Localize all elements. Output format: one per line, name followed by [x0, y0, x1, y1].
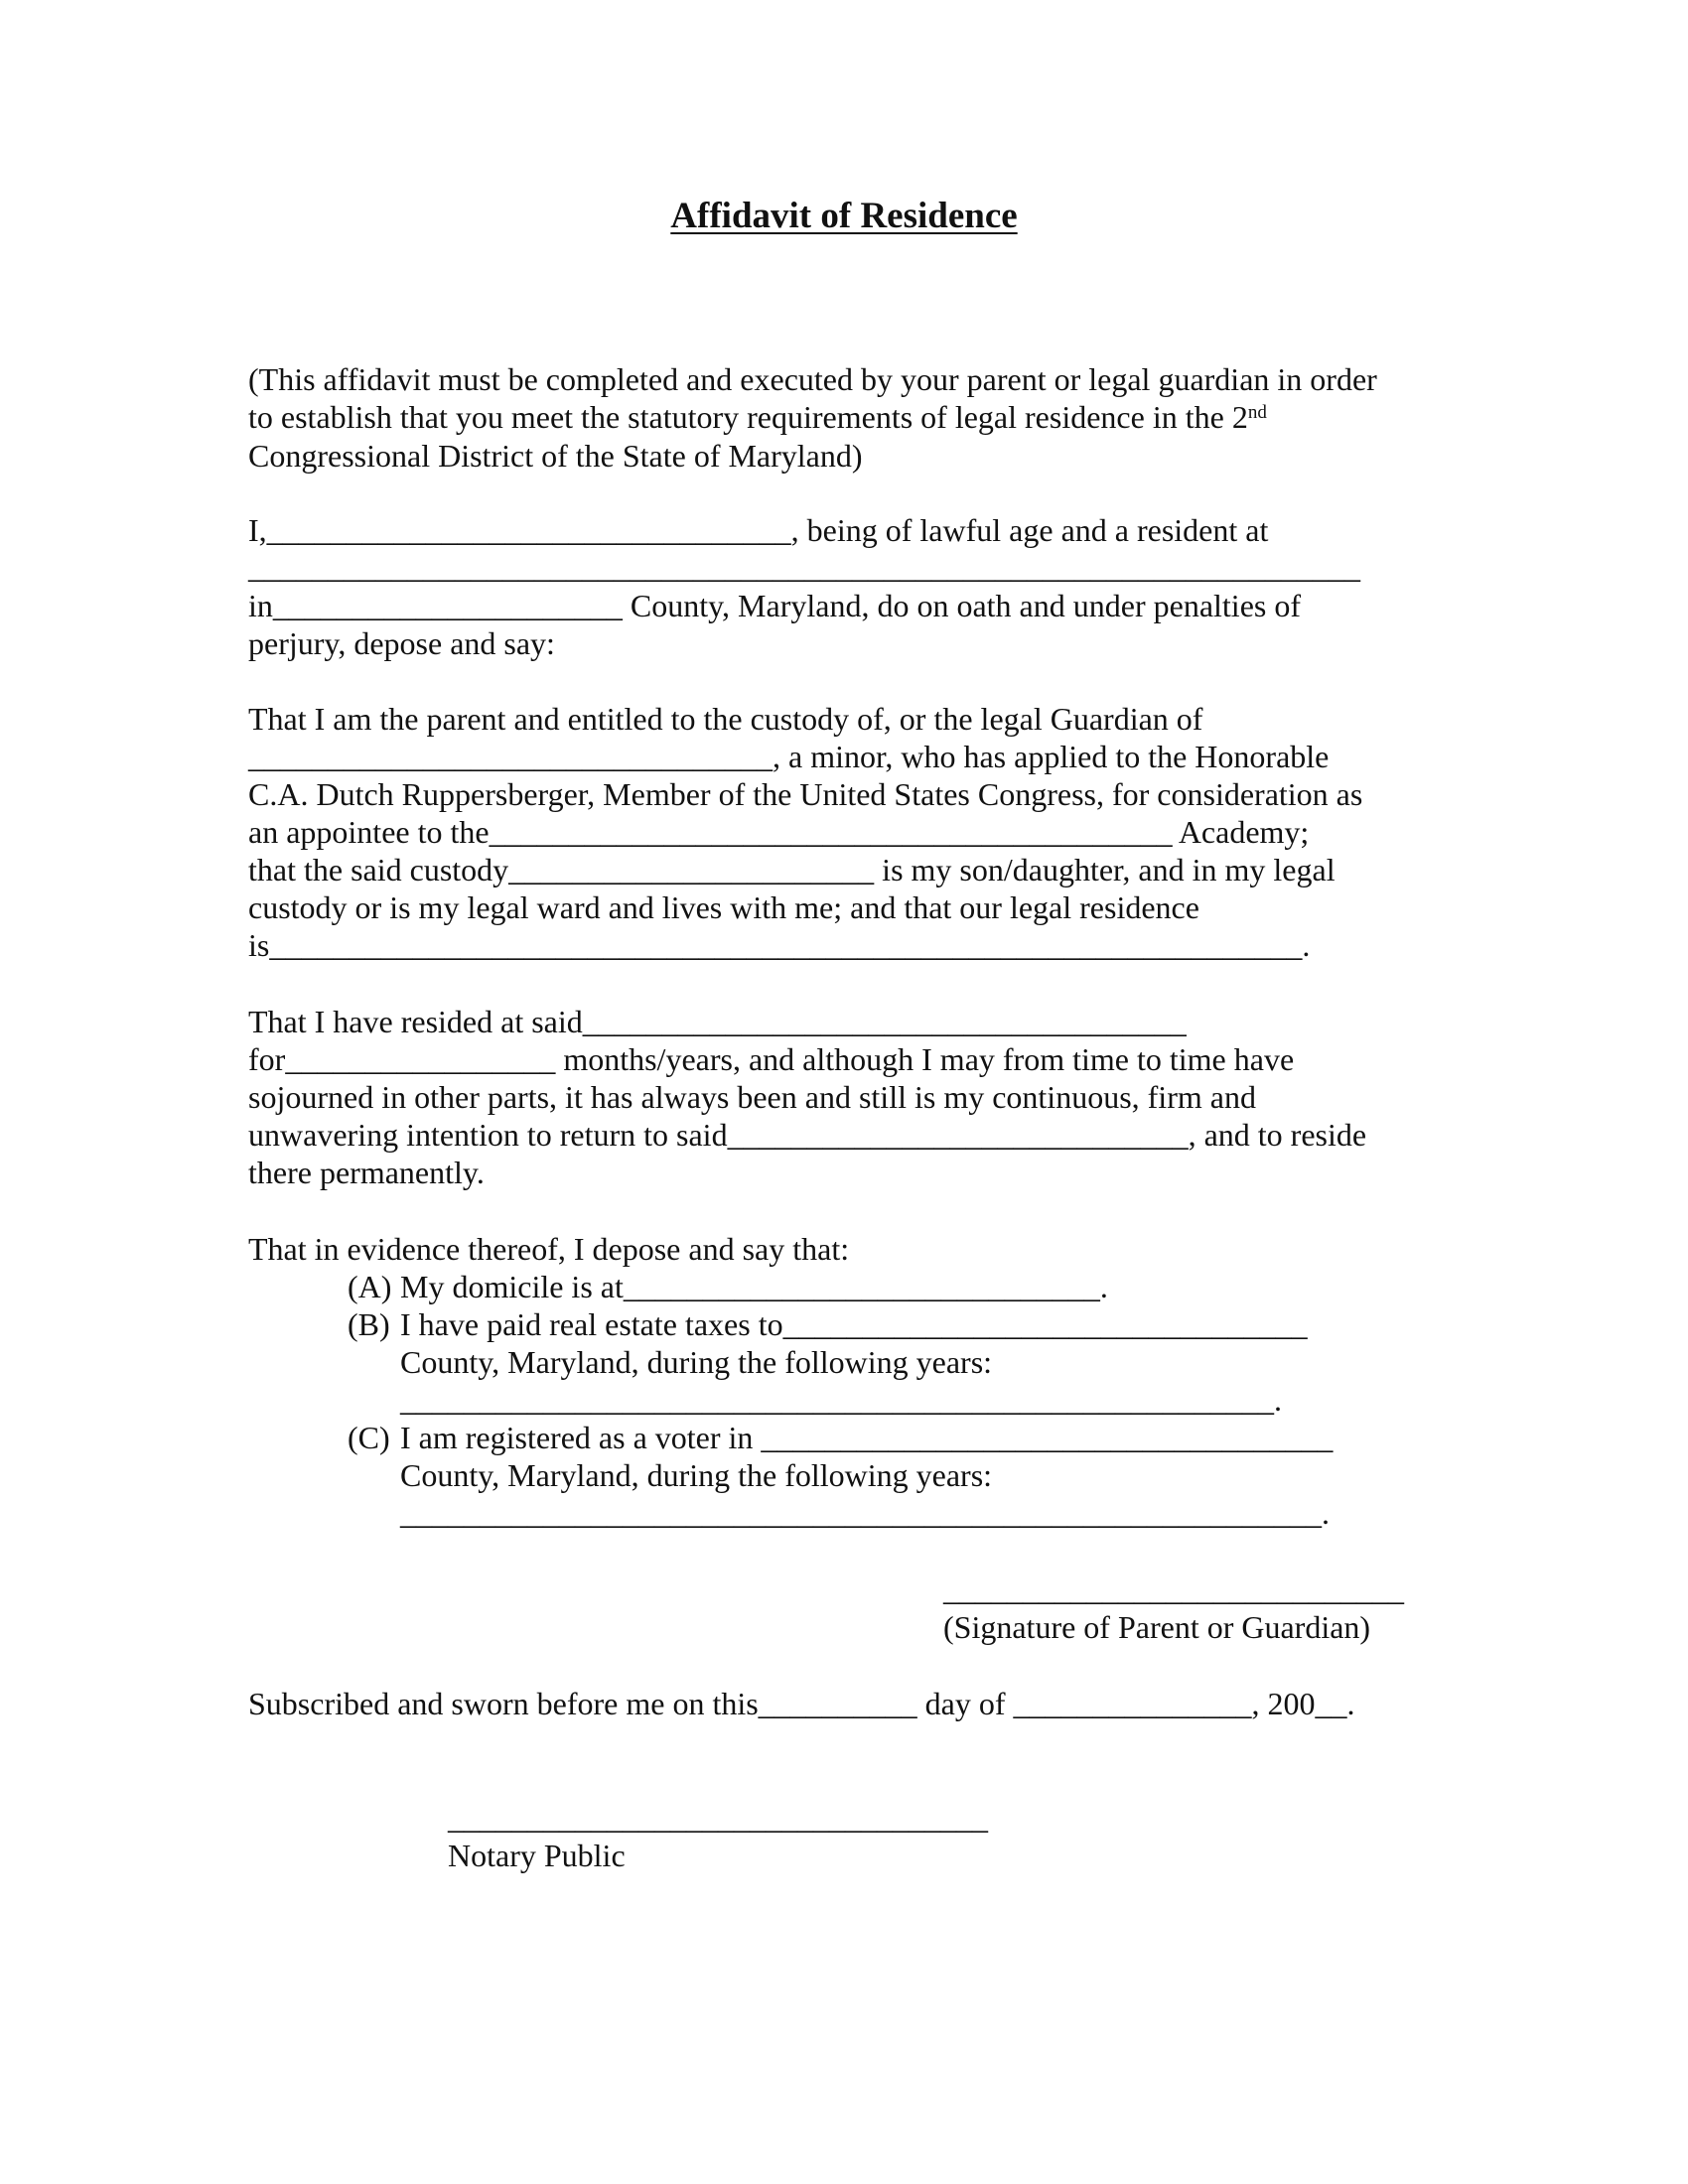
- para2-line-3: C.A. Dutch Ruppersberger, Member of the United States Congress, for consideration as: [248, 776, 1363, 812]
- intro-line-1: (This affidavit must be completed and executed by your parent or legal guardian in order: [248, 361, 1377, 397]
- para1-line-2: ______________________________________________________________________: [248, 549, 1360, 585]
- intro-line-2: to establish that you meet the statutory requirements of legal residence in the 2nd: [248, 399, 1267, 435]
- evidence-item-b-line-3: _______________________________________________________.: [400, 1382, 1282, 1418]
- signature-label: (Signature of Parent or Guardian): [943, 1609, 1371, 1645]
- evidence-item-c: [348, 1419, 1333, 1456]
- para3-line-1: That I have resided at said______________________________________: [248, 1004, 1187, 1039]
- para1-line-3: in______________________ County, Maryland, do on oath and under penalties of: [248, 588, 1301, 623]
- evidence-item-b-line-2: County, Maryland, during the following years:: [400, 1344, 993, 1380]
- intro-line-3: Congressional District of the State of Maryland): [248, 438, 863, 474]
- para1-line-1: I,_________________________________, being of lawful age and a resident at: [248, 512, 1269, 548]
- item-b-label: (B): [348, 1306, 390, 1342]
- evidence-heading: That in evidence thereof, I depose and say that:: [248, 1231, 850, 1267]
- para3-line-5: there permanently.: [248, 1155, 485, 1190]
- para2-line-7: is_________________________________________________________________.: [248, 927, 1311, 963]
- para3-line-3: sojourned in other parts, it has always been and still is my continuous, firm and: [248, 1079, 1256, 1115]
- para2-line-2: _________________________________, a minor, who has applied to the Honorable: [248, 739, 1330, 774]
- evidence-item-a: [348, 1268, 1108, 1305]
- document-title: Affidavit of Residence: [670, 196, 1018, 236]
- item-b-text: I have paid real estate taxes to_________________________________: [400, 1306, 1308, 1342]
- evidence-item-c-line-3: __________________________________________________________.: [400, 1495, 1330, 1531]
- signature-line: _____________________________: [943, 1571, 1404, 1607]
- para2-line-4: an appointee to the___________________________________________ Academy;: [248, 814, 1310, 850]
- para2-line-5: that the said custody_______________________ is my son/daughter, and in my legal: [248, 852, 1336, 887]
- item-c-label: (C): [348, 1420, 390, 1455]
- item-a-label: (A): [348, 1269, 392, 1304]
- para2-line-6: custody or is my legal ward and lives with me; and that our legal residence: [248, 889, 1199, 925]
- evidence-item-b: [348, 1305, 1308, 1343]
- notary-label: Notary Public: [448, 1838, 626, 1873]
- para2-line-1: That I am the parent and entitled to the custody of, or the legal Guardian of: [248, 701, 1203, 737]
- item-c-text: I am registered as a voter in ____________________________________: [400, 1420, 1334, 1455]
- para1-line-4: perjury, depose and say:: [248, 625, 555, 661]
- evidence-item-c-line-2: County, Maryland, during the following years:: [400, 1457, 993, 1493]
- para3-line-2: for_________________ months/years, and although I may from time to time have: [248, 1041, 1295, 1077]
- ordinal-suffix: nd: [1247, 402, 1267, 423]
- para3-line-4: unwavering intention to return to said_____________________________, and to reside: [248, 1117, 1367, 1153]
- notary-signature-line: __________________________________: [448, 1800, 988, 1836]
- sworn-statement: Subscribed and sworn before me on this__________ day of _______________, 200__.: [248, 1686, 1355, 1721]
- item-a-text: My domicile is at______________________________.: [400, 1269, 1108, 1304]
